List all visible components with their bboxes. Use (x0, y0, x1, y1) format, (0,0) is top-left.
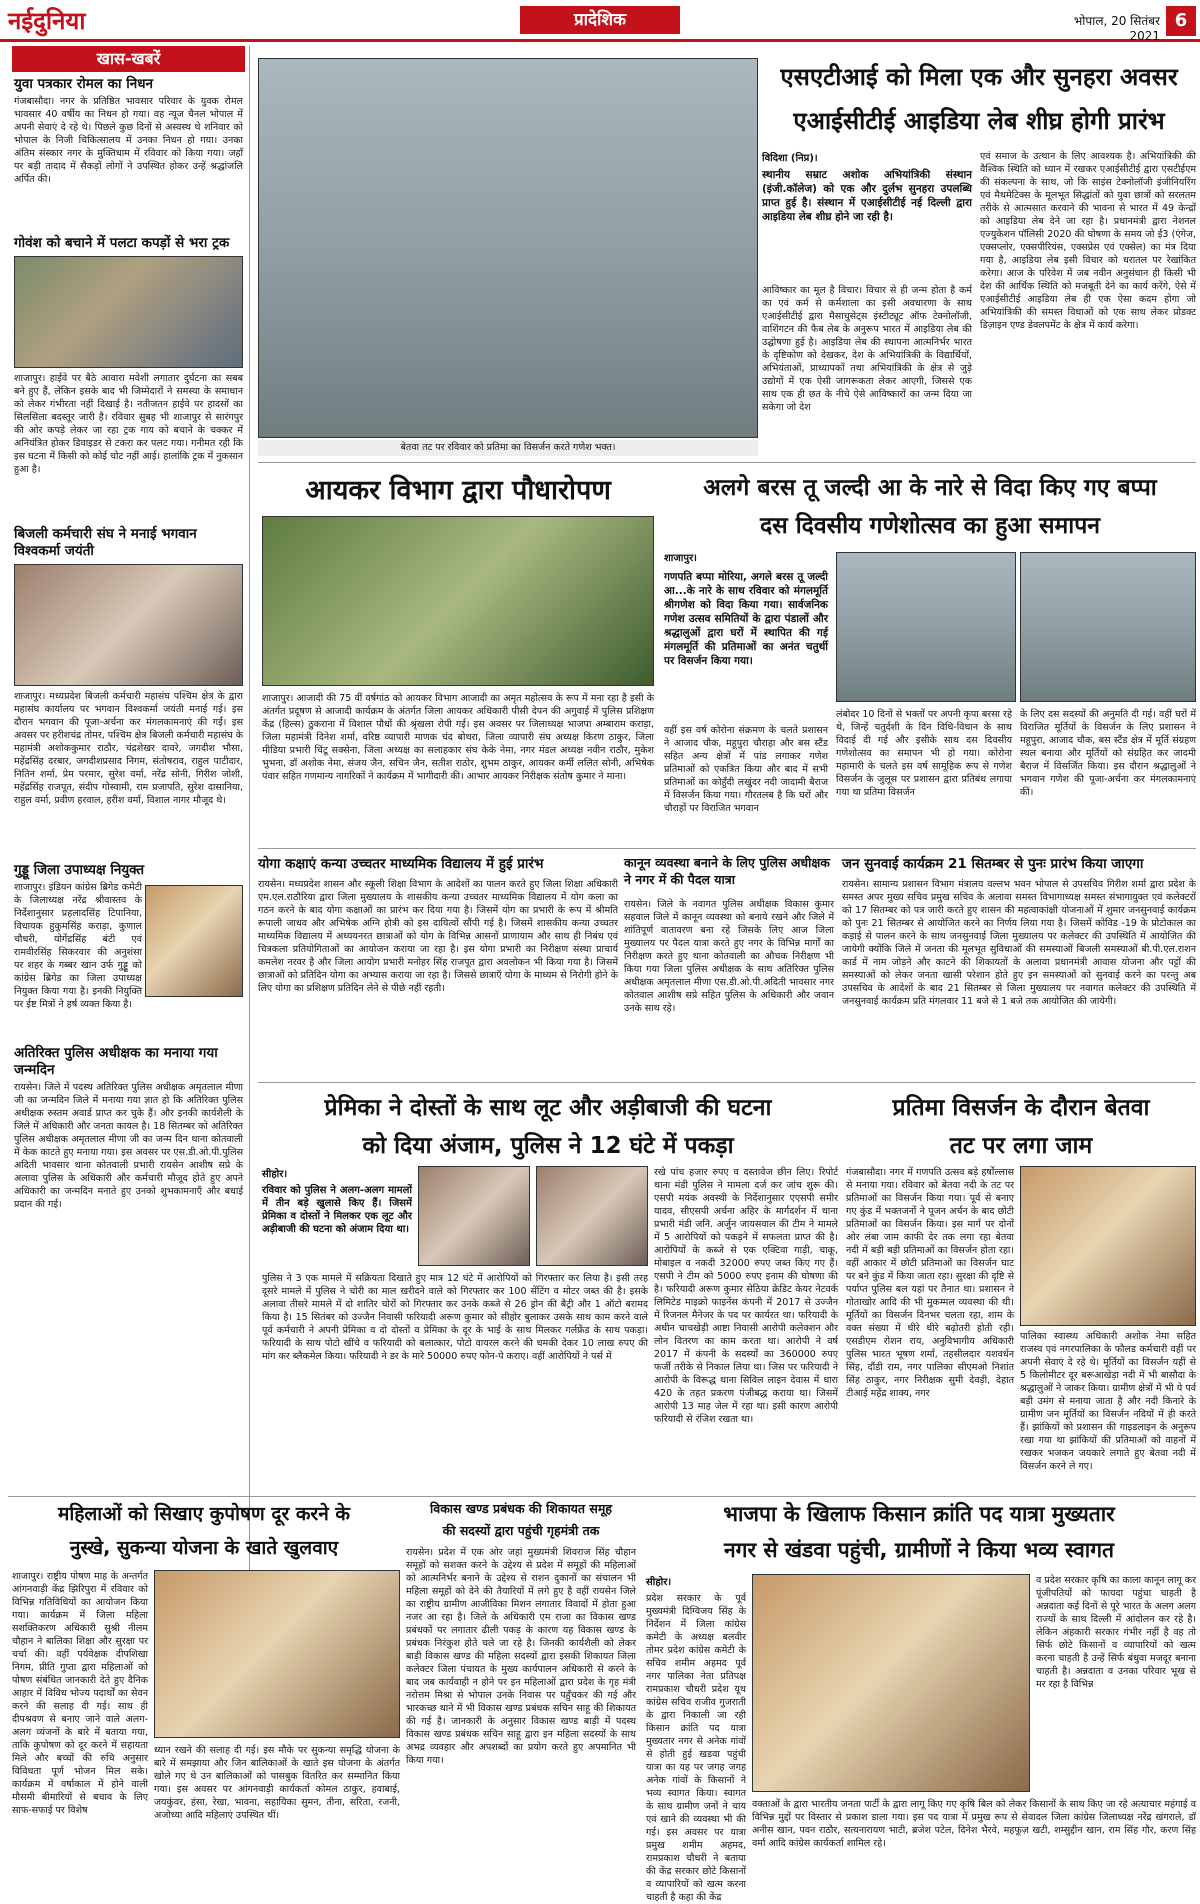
divider (8, 1496, 1196, 1497)
story-headline: अलगे बरस तू जल्दी आ के नारे से विदा किए गए बप्पा (703, 475, 1157, 501)
story-body: के लिए दस सदस्यों की अनुमति दी गई। वहीं घरों में विराजित मूर्तियों के विसर्जन के लिए प्रशासन ने महूपुरा, आजाद चौक, बस स्टैंड क्षेत्र में मूर्ति संग्रहण स्थल बनाया और मूर्तियों को संग्रहित कर जादमी बैराज में विसर्जित किया। इस दौरान श्रद्धालुओं ने भगवान गणेश की पूजा-अर्चना कर मंगलकामनाएं कीं। (1020, 709, 1196, 798)
story-body: रायसेन। जिले के नवागत पुलिस अधीक्षक विकास कुमार सहवाल जिले में कानून व्यवस्था को बनाये रखने और जिले में शांतिपूर्ण वातावरण बना रहे जिसके लिए आज जिला मुख्यालय पर पैदल यात्रा करते हुए नगर के विभिन्न मार्गों का निरीक्षण करते हुए थाना कोतवाली का औचक निरीक्षण भी किया गया जिला पुलिस अधीक्षक के साथ अतिरिक्त पुलिस अधीक्षक अमृतलाल मीणा एस.डी.ओ.पी.अदिती भावसार नगर कोतवाल आशीष सप्रे सहित पुलिस के अधिकारी और जवान उनके साथ रहे। (624, 899, 834, 1014)
story-headline: प्रतिमा विसर्जन के दौरान बेतवा (892, 1095, 1150, 1121)
story-body: पुलिस ने 3 एक मामले में सक्रियता दिखाते हुए मात्र 12 घंटे में आरोपियों को गिरफ्तार कर लिया है। इसी तरह दूसरे मामले में पुलिस ने चोरी का माल खरीदने वाले को गिरफ्तार कर 100 सेंटिंग व मोटर जब्त की है। इसके अलावा तीसरे मामले में दो शातिर चोरों को गिरफ्तार कर उनके कब्जे से 26 ड्रोन की बैट्री और 1 ऑटो बरामद किया है। 15 सितंबर को उज्जैन निवासी फरियादी अरूण कुमार को सीहोर बुलाकर उसके साथ काम करने वाले पूर्व कर्मचारी ने अपनी प्रेमिका व दो दोस्तों व प्रेमिका के दूर के भाई के साथ मिलकर गर्लफ्रेंड के साथ पकड़ा। फरियादी के साथ पोटो खींचे व फरियादी को बलात्कार, पोटो वायरल करने की धमकी देकर 10 लाख रुपए की मांग कर ब्लैकमेल किया। फरियादी ने डर के मारे 50000 रुपए फोन-पे कराए। वहीं आरोपियों ने पर्स में (262, 1273, 648, 1362)
story-body: पालिका स्वास्थ्य अधिकारी अशोक नेमा सहित राजस्व एवं नगरपालिका के फौलड कर्मचारी वहीं पर अपनी सेवाएं दे रहे थे। मूर्तियों का विसर्जन यहीं से 5 किलोमीटर दूर बरूआखेड़ा नदी में भी बासौदा के श्रद्धालुओं ने जाकर किया। ग्रामीण क्षेत्रों में भी ये पर्व बड़ी उमंग से मनाया जाता है और नदी किनारे के ग्रामीण जन मूर्तियों का विसर्जन नदियों में ही करते हैं। झांकियों को प्रशासन की गाइडलाइन के अनुरूप रखा गया था झांकियों की प्रतिमाओं को वाहनों में रखकर भजकन जयकारे लगाते हुए बेतवा नदी में विसर्जन करने ले गए। (1020, 1331, 1196, 1472)
byline: शाजापुर। (664, 553, 697, 564)
immersion-photo-3 (1020, 552, 1196, 702)
divider (258, 848, 1196, 849)
khas-khabrein-label: खास-खबरें (12, 46, 245, 72)
story-headline: तट पर लगा जाम (949, 1133, 1093, 1159)
story-headline: को दिया अंजाम, पुलिस ने 12 घंटे में पकड़ा (362, 1133, 734, 1159)
left-column (8, 46, 250, 1676)
story-headline: कानून व्यवस्था बनाने के लिए पुलिस अधीक्षक ने नगर में की पैदल यात्रा (624, 855, 830, 887)
story-headline: नुस्खे, सुकन्या योजना के खाते खुलवाए (69, 1537, 339, 1559)
news-body: शाजापुर। इंडियन कांग्रेस ब्रिगेड कमेटी के जिलाध्यक्ष नरेंद्र श्रीवास्तव के निर्देशानुसार प्रहलादसिंह टिपानिया, विधायक हुकुमसिंह कराड़ा, कुणाल चौधरी, योगेंद्रसिंह बंटी एवं रामवीरसिंह सिकरवार की अनुशंसा पर शहर के गब्बर खान उर्फ गुड्डू को कांग्रेस ब्रिगेड का जिला उपाध्यक्ष नियुक्त किया गया है। इनकी नियुक्ति पर ईष्ट मित्रों ने हर्ष व्यक्त किया है। (14, 882, 142, 1010)
news-body: शाजापुर। मध्यप्रदेश बिजली कर्मचारी महासंघ पश्चिम क्षेत्र के द्वारा महासंघ कार्यालय पर भगवान विश्वकर्मा जयंती मनाई गई। इस दौरान भगवान की पूजा-अर्चना कर मंगलकामनाएं की गईं। इस अवसर पर हरीशचंद्र तोमर, पश्चिम क्षेत्र बिजली कर्मचारी महासंघ के महामंत्री अशोककुमार राठौर, चंद्रशेखर दावरे, जगदीश भौसा, महेंद्रसिंह दरबार, जगदीशप्रसाद निगम, संतोषराव, राहुल पाटीदार, नितिन शर्मा, प्रेम परमार, सुरेश वर्मा, नरेंद्र सोनी, गिरीश जोशी, महेंद्रसिंह राजपूत, संदीप गोस्वामी, राम प्रजापति, सुरेश दासानिया, राहुल वर्मा, प्रवीण हरवाल, हरीश वर्मा, विशाल नागर मौजूद थे। (14, 691, 243, 806)
story-body: शाजापुर। आजादी की 75 वीं वर्षगांठ को आयकर विभाग आजादी का अमृत महोत्सव के रूप में मना रहा है इसी के अंतर्गत प्रदूषण से आजादी कार्यक्रम के अंतर्गत जिला आयकर अधिकारी पीसी देपन की अगुवाई में पुलिस प्रशिक्षण केंद्र (हिल्स) ठुकराना में विशाल पौधों की श्रृंखला रोपी गई। इस अवसर पर जिलाध्यक्ष भाजपा अम्बाराम कराड़ा, जिला महामंत्री दिनेश शर्मा, वरिष्ठ व्यापारी माणक चंद बोथरा, जिला व्यापारी संघ अध्यक्ष किरण ठाकुर, जिला मीडिया प्रभारी चिंटू सक्सेना, जिला अध्यक्ष का सलाहकार संघ केके नेमा, नगर मंडल अध्यक्ष नवीन राठौर, मुकेश भुभना, डॉ अशोक नेमा, संजय जैन, सचिन जैन, सतीश राठोर, शुभम ठाकुर, आयकर कर्मी ललित सोनी, अभिषेक पंवार सहित गणमान्य नागरिकों ने कार्यक्रम में भागीदारी की। आभार आयकर निरीक्षक संतोष कुमार ने माना। (262, 693, 654, 782)
immersion-photo (258, 58, 758, 438)
byline: विदिशा (निप्र)। (762, 153, 818, 164)
byline: सीहोर। (262, 1169, 288, 1180)
newspaper-logo: नईदुनिया (8, 6, 86, 35)
truck-photo (14, 256, 243, 368)
story-body: आविष्कार का मूल है विचार। विचार से ही जन्म होता है कर्म का एवं कर्म से कर्मशाला का इसी अवधारणा के साथ एआईसीटीई द्वारा मैसाचुसेट्स इंस्टीट्यूट ऑफ टेक्नोलॉजी, वाशिंगटन की फैब लेब के अनुरूप भारत में आइडिया लेब की उद्घोषणा हुई है। आइडिया लेब की स्थापना आत्मनिर्भर भारत के दृष्टिकोण को देखकर, देश के अभियांत्रिकी के विद्यार्थियों, अभियंताओं, प्राध्यापकों तथा अभियांत्रिकी के क्षेत्र से जुड़े उद्योगों में एक ऐसी जागरूकता लेकर आएगी, जिससे एक साथ एक ही छत के नीचे ऐसे आविष्कारों का जन्म दिया जा सकेगा जो देश (762, 285, 972, 413)
story-body: रायसेन। प्रदेश में एक ओर जहां मुख्यमंत्री शिवराज सिंह चौहान समूहों को सशक्त करने के उद्देश्य से प्रदेश में समूहों की महिलाओं को आत्मनिर्भर बनाने के उद्देश्य से राशन दुकानों का संचालन भी महिला समूहों को देने की तैयारियों में लगे हुए है वहीं रायसेन जिले का राष्ट्रीय ग्रामीण आजीविका मिशन लगातार विवादों में होता हुआ नजर आ रहा है। जिले के अधिकारी एम राजा का विकास खण्ड प्रबंधकों पर लगातार ढीली पकड़ के कारण यह विकास खण्ड के प्रबंधक निरंकुश होते चले जा रहे है। जिनकी कार्यशैली को लेकर बाड़ी विकास खण्ड की महिला सदस्यों द्वारा इसकी शिकायत जिला कलेक्टर जिला पंचायत के मुख्य कार्यपालन अधिकारी से करने के बाद जब कार्यवाही न होने पर इन महिलाओं द्वारा प्रदेश के गृह मंत्री नरोत्तम मिश्रा से भोपाल उनके निवास पर पहुँचकर की गई और भारकच्छ थाने में भी विकास खण्ड प्रबंधक सचिन साहू की शिकायत की गई है। जानकारी के अनुसार विकास खण्ड बाड़ी में पदस्थ विकास खण्ड प्रबंधक सचिन साहू द्वारा इन महिला सदस्यों के साथ अभद्र व्यवहार और अपशब्दों का प्रयोग करते हुए अपमानित भी किया गया। (406, 1547, 636, 1766)
anganwadi-photo (154, 1570, 400, 1738)
plantation-photo (262, 516, 654, 686)
story-body: वक्ताओं के द्वारा भारतीय जनता पार्टी के द्वारा लागू किए गए कृषि बिल को लेकर किसानों के साथ किए जा रहे अत्याचार महंगाई व विभिन्न मुद्दों पर विस्तार से प्रकाश डाला गया। इस पद यात्रा में प्रमुख रूप से सेवादल जिला कांग्रेस जिलाध्यक्ष नरेंद्र खंगराले, डॉ अनीस खान, पवन राठौर, सत्यनारायण भाटी, ब्रजेश पटेल, दिनेश भैरवे, महफूज़ खटी, शम्सुद्दीन खान, राम सिंह गौर, करण सिंह वर्मा आदि कांग्रेस कार्यकर्ता शामिल रहे। (752, 1799, 1197, 1849)
story-body: वहीं इस वर्ष कोरोना संक्रमण के चलते प्रशासन ने आजाद चौक, महूपुरा चौराहा और बस स्टैंड सहित अन्य क्षेत्रों में पांड लगाकर गणेश प्रतिमाओं को एकत्रित किया और बाद में सभी प्रतिमाओं का कोहुँदी लखुंदर नदी जादामी बैराज में विसर्जन किया गया। गौरतलब है कि घरों और चौराहों पर विराजित भगवान (664, 725, 828, 814)
page-number: 6 (1166, 6, 1196, 36)
photo-caption: बेतवा तट पर रविवार को प्रतिमा का विसर्जन करते गणेश भक्त। (258, 440, 758, 456)
meeting-photo (14, 564, 243, 686)
padyatra-photo (752, 1574, 1030, 1792)
immersion-photo-2 (836, 552, 1016, 702)
story-body: रखे पांच हजार रुपए व दस्तावेज छीन लिए। रिपोर्ट थाना मंडी पुलिस ने मामला दर्ज कर जांच शुरू की। एसपी मयंक अवस्थी के निर्देशानुसार एएसपी समीर यादव, सीएसपी अर्चना अहिर के मार्गदर्शन में थाना प्रभारी मंडी जनि. अर्जुन जायसवाल की टीम ने मामले में 5 आरोपियों को पकड़ने में सफलता प्राप्त की है। आरोपियों के कब्जे से एक एक्टिवा गाड़ी, चाकू, मोबाइल व नकदी 32000 रुपए जब्त किए गए हैं। एसपी ने टीम को 5000 रुपए इनाम की घोषणा की है। फरियादी अरूण कुमार सेठिया क्रेडिट केयर नेटवर्क लिमिटेड माइक्रो फाइनेंस कंपनी में 2017 से उज्जैन में रिजनल मैनेजर के पद पर कार्यरत था। फरियादी के अधीन चाचखेड़ी आष्टा निवासी आरोपी कलेक्शन और लोन वितरण का काम करता था। आरोपी ने वर्ष 2017 में कंपनी के सदस्यों का 360000 रुपए फर्जी तरीके से निकाल लिया था। जिस पर फरियादी ने आरोपी के विरूद्ध थाना सिविल लाइन देवास में धारा 420 के तहत प्रकरण पंजीबद्ध कराया था। जिसमें आरोपी 13 माह जेल में रहा था। इसी कारण आरोपी फरियादी से रंजिश रखता था। (654, 1167, 838, 1425)
divider (258, 462, 1196, 463)
story-body: लंबोदर 10 दिनों से भक्तों पर अपनी कृपा बरसा रहे थे, जिन्हें चतुर्दशी के दिन विधि-विधान के साथ विदाई दी गई और इसीके साथ दस दिवसीय गणेशोत्सव का समापन भी हो गया। कोरोना महामारी के चलते इस वर्ष सामूहिक रूप से गणेश विसर्जन के जुलूस पर प्रशासन द्वारा प्रतिबंध लगाया गया था प्रतिमा विसर्जन (836, 709, 1012, 798)
story-headline: की सदस्यों द्वारा पहुंची गृहमंत्री तक (442, 1523, 600, 1538)
story-body: रायसेन। मध्यप्रदेश शासन और स्कूली शिक्षा विभाग के आदेशों का पालन करते हुए जिला शिक्षा अधिकारी एम.एल.राठौरिया द्वारा जिला मुख्यालय के शासकीय कन्या उच्चतर माध्यमिक विद्यालय में योग कला का गठन करने के बाद योगा कक्षाओं का प्रारंभ कर दिया गया है। जिसमें योग का प्रभारी के रूप में श्रीमति रूपाली जाधव और अभिषेक अग्नि होत्री को इस दायित्वों सौंपी गई है। जिसमें शासकीय कन्या उच्चतर माध्यमिक विद्यालय में अध्ययनरत छात्राओं को योग के विभिन्न आसनों प्राणायाम और साथ ही निबंध एवं चित्रकला प्रतियोगिताओं का आयोजन कराया जा रहा है। इस योगा प्रभारी का निरीक्षण संस्था प्राचार्य कमलेश नरवर है और जिला आयोग प्रभारी मनोहर सिंह राजपूत द्वारा अवलोकन भी किया गया है। जिसमें छात्राओं को प्रतिदिन योगा का अभ्यास कराया जा रहा है। जिससे छात्राएँ योगा के माध्यम से निरोगी होने के लिए योगा का प्रशिक्षण प्रतिदिन लेने से पीछे नहीं रहती। (258, 879, 618, 994)
story-headline: नगर से खंडवा पहुंची, ग्रामीणों ने किया भव्य स्वागत (723, 1538, 1115, 1562)
news-body: गंजबासौदा। नगर के प्रतिष्ठित भावसार परिवार के युवक रोमल भावसार 40 वर्षीय का निधन हो गया। वह न्यूज चैनल भोपाल में अपनी सेवाएं दे रहे थे। पिछले कुछ दिनों से अस्वस्थ थे शनिवार को भोपाल के निजी चिकित्सालय में उनका निधन हो गया। उनका अंतिम संस्कार नगर के मुक्तिधाम में रविवार को किया गया। जहाँ पर बड़ी तादाद में सैकड़ों लोगों ने उपस्थित होकर उन्हें श्रद्धांजलि अर्पित की। (14, 96, 243, 185)
story-body: प्रदेश सरकार के पूर्व मुख्यमंत्री दिग्विजय सिंह के निर्देशन में जिला कांग्रेस कमेटी के अध्यक्ष बलवीर तोमर प्रदेश कांग्रेस कमेटी के सचिव शमीम अहमद पूर्व नगर पालिका नेता प्रतिपक्ष रामप्रकाश चौधरी प्रदेश यूथ कांग्रेस सचिव राजीव गुजराती के द्वारा निकाली जा रही किसान क्रांति पद यात्रा मुख्यतार नगर से अनेक गांवों से होती हुई खडवा पहुंची यात्रा का यह पर जगह जगह अनेक गांवों के किसानों ने भव्य स्वागत किया। स्वागत के साथ ग्रामीण जनों ने चाय एवं खाने की व्यवस्था भी की गई। इस अवसर पर यात्रा प्रमुख शमीम अहमद, रामप्रकाश चौधरी ने बताया की केंद्र सरकार छोटे किसानों व व्यापारियों को खत्म करना चाहती है कहा की केंद्र (646, 1593, 746, 1903)
news-headline: गुड्डू जिला उपाध्यक्ष नियुक्त (14, 862, 145, 878)
portrait-photo (145, 885, 243, 997)
story-headline: आयकर विभाग द्वारा पौधारोपण (305, 475, 611, 506)
story-headline: जन सुनवाई कार्यक्रम 21 सितम्बर से पुनः प्रारंभ किया जाएगा (842, 856, 1144, 872)
story-headline: एआईसीटीई आइडिया लेब शीघ्र होगी प्रारंभ (793, 107, 1165, 135)
news-body: रायसेन। जिले में पदस्थ अतिरिक्त पुलिस अधीक्षक अमृतलाल मीणा जी का जन्मदिन जिले में मनाया गया ज्ञात हो कि अतिरिक्त पुलिस अधीक्षक रुस्तम अवार्ड प्राप्त कर चुके हैं। और इनकी कार्यशैली के जिले में अधिकारी और जनता कायल है। 18 सितम्बर को अतिरिक्त पुलिस अधीक्षक अमृतलाल मीणा जी का जन्म दिन थाना कोतवाली में केक काटते हुए मनाया गया। इस अवसर पर एस.डी.ओ.पी.पुलिस अदिती भावसार थाना कोतवाली प्रभारी रायसेन आशीष सप्रे के अलावा पुलिस के अधिकारी और कर्मचारी मौजूद होते हुए अपने अधिकारी का जन्मदिन मनाते हुए उनको शुभकामनाएँ और बधाई प्रदान की गई। (14, 1082, 243, 1210)
story-headline: प्रेमिका ने दोस्तों के साथ लूट और अड़ीबाजी की घटना (324, 1095, 772, 1121)
story-block (14, 881, 243, 1041)
story-headline: विकास खण्ड प्रबंधक की शिकायत समूह (430, 1501, 612, 1516)
story-headline: एसएटीआई को मिला एक और सुनहरा अवसर (780, 63, 1178, 91)
story-intro: गणपति बप्पा मोरिया, अगले बरस तू जल्दी आ...के नारे के साथ रविवार को मंगलमूर्ति श्रीगणेश को विदा किया गया। सार्वजनिक गणेश उत्सव समितियों के द्वारा पंडालों और श्रद्धालुओं द्वारा घरों में स्थापित की गई मंगलमूर्ति की प्रतिमाओं का अनंत चतुर्थी पर विसर्जन किया गया। (664, 571, 828, 667)
story-headline: योगा कक्षाएं कन्या उच्चतर माध्यमिक विद्यालय में हुई प्रारंभ (258, 856, 544, 872)
story-body: एवं समाज के उत्थान के लिए आवश्यक है। अभियांत्रिकी की वैश्विक स्थिति को ध्यान में रखकर एआईसीटीई द्वारा एसटीईएम की संकल्पना के साथ, जो कि साइंस टेक्नोलॉजी इंजीनियरिंग एवं मैथमेटिक्स के मूलभूत सिद्धांतों को युवा छात्रों को सरलतम तरीके से आत्मसात करवाने की भावना से भारत में 49 केन्द्रों को आइडिया लेब देने जा रहा है। प्रधानमंत्री द्वारा नेशनल एज्युकेशन पॉलिसी 2020 की घोषणा के समय जो ई3 (एंगेज, एक्सप्लोर, एक्सपीरियंस, एक्सप्रेस एवं एक्सेल) का मंत्र दिया गया है, आइडिया लेब इसी विचार को धरातल पर रेखांकित करेगा। आज के परिवेश में जब नवीन अनुसंधान ही किसी भी देश की आर्थिक स्थिति को मजबूती देने का कार्य करेंगे, ऐसे में एआईसीटीई आइडिया लेब ही एक ऐसा कदम होगा जो अभियांत्रिकी की समस्त विधाओं को एक साथ लेकर प्रोडक्ट डिज़ाइन एण्ड डेवलपमेंट के क्षेत्र में कार्य करेगा। (980, 151, 1196, 331)
byline: सीहोर। (646, 1577, 672, 1588)
dateline: भोपाल, 20 सितंबर 2021 (1073, 14, 1160, 43)
news-headline: अतिरिक्त पुलिस अधीक्षक का मनाया गया जन्मदिन (14, 1045, 218, 1078)
story-headline: महिलाओं को सिखाए कुपोषण दूर करने के (58, 1503, 350, 1525)
news-headline: युवा पत्रकार रोमल का निधन (14, 76, 154, 92)
story-body: गंजबासौदा। नगर में गणपति उत्सव बड़े हर्षोल्लास से मनाया गया। रविवार को बेतवा नदी के तट पर प्रतिमाओं का विसर्जन किया गया। पूर्व से बनाए गए कुंड में भक्तजनों ने पूजन अर्चन के बाद छोटी प्रतिमाओं का विसर्जन किया। इस मार्ग पर दोनों ओर लंबा जाम काफी देर तक लगा रहा बेतवा नदी में बड़ी बड़ी प्रतिमाओं का विसर्जन होता रहा। वहीं आकार में छोटी प्रतिमाओं का विसर्जन घाट पर बने कुंड में किया जाता रहा। सुरक्षा की दृष्टि से पर्याप्त पुलिस बल यहां पर तैनात था। प्रशासन ने गोताखोर आदि की भी मुकम्मल व्यवस्था की थी। मूर्तियों का विसर्जन दिनभर चलता रहा, शाम के वक्त संख्या में धीरे धीरे बढ़ोतरी होती रही। एसडीएम रोशन राय, अनुविभागीय अधिकारी पुलिस भारत भूषण शर्मा, तहसीलदार यशवर्धन सिंह, दौंडी राम, नगर पालिका सीएमओ निशांत सिंह ठाकुर, नगर निरीक्षक सुमी देवड़ी, देहात टीआई महेंद्र शाक्य, नगर (846, 1167, 1014, 1399)
police-photo-2 (536, 1166, 648, 1266)
story-body: व प्रदेश सरकार कृषि का काला कानून लागू कर पूंजीपतियों को फायदा पहुंचा चाहती है अन्नदाता कई दिनों से पूरे भारत के अलग अलग राज्यों के साथ दिल्ली में आंदोलन कर रहे है। लेकिन अंहकारी सरकार गंभीर नहीं है वह तो सिर्फ छोटे किसानों व व्यापारियों को खत्म करना चाहती है उन्हें सिर्फ बंधुवा मजदूर बनाना चाहती है। अन्नदाता व उनका परिवार भूख से मर रहा है विभिन्न (1036, 1575, 1196, 1690)
story-headline: भाजपा के खिलाफ किसान क्रांति पद यात्रा मुख्यतार (723, 1502, 1115, 1526)
story-body: रायसेन। सामान्य प्रशासन विभाग मंत्रालय वल्लभ भवन भोपाल से उपसचिव गिरीश शर्मा द्वारा प्रदेश के समस्त अपर मुख्य सचिव प्रमुख सचिव के अलावा समस्त विभागाध्यक्ष समस्त संभागायुक्त एवं कलेक्टरों को 17 सितम्बर को पत्र जारी करते हुए शासन की महत्वाकांक्षी योजनाओं में शुमार जनसुनवाई कार्यक्रम को पुनः 21 सितम्बर से आयोजित करने का निर्णय लिया गया है। जिसमें कोविड -19 के प्रोटोकाल का कड़ाई से पालन करने के साथ जनसुनवाई जिला मुख्यालय पर कलेक्टर की उपस्थिति में आयोजित की जायेगी क्योंकि जिले में जनता की मूलभूत सुविधाओं की समस्याओं बिजली समस्याओं बी.पी.एल.राशन कार्ड में नाम जोड़ने और काटने की शिकायतों के अलावा प्रधानमंत्री आवास योजना और पट्टों की समस्याओं को लेकर जनता खासी परेशान होते हुए इन समस्याओं को सुनवाई करने का परन्तु अब उपसचिव के आदेशों के बाद 21 सितम्बर से जिला मुख्यालय पर नवागत कलेक्टर की उपस्थिति में जनसुनवाई कार्यक्रम प्रति मंगलवार 11 बजे से 1 बजे तक आयोजित की जायेगी। (842, 879, 1196, 1007)
story-body: ध्यान रखने की सलाह दी गई। इस मौके पर सुकन्या समृद्धि योजना के बारे में समझाया और जिन बालिकाओं के खाते इस योजना के अंतर्गत खोले गए थे उन बालिकाओं को पासबुक वितरित कर सम्मानित किया गया। इस अवसर पर आंगनवाड़ी कार्यकर्ता कोमल ठाकुर, हवाबाई, जयकुंवर, हंसा, रेखा, भावना, सहायिका सुमन, तीना, सरिता, रजनी, अजोध्या आदि महिलाएं उपस्थित थीं। (154, 1745, 400, 1821)
story-body: शाजापुर। राष्ट्रीय पोषण माह के अन्तर्गत आंगनवाड़ी केंद्र झिरिपुरा में रविवार को विभिन्न गतिविधियों का आयोजन किया गया। कार्यक्रम में जिला महिला सशक्तिकरण अधिकारी सुश्री नीलम चौहान ने बालिका शिक्षा और सुरक्षा पर चर्चा की। वहीं पर्यवेक्षक दीपशिखा निगम, प्रीति गुप्ता द्वारा महिलाओं को पोषण संबंधित जानकारी देते हुए दैनिक आहार में विविध भोज्य पदार्थों का सेवन करने की सलाह दी गई। साथ ही दीपश्रवण से बनाए जाने वाले अलग-अलग व्यंजनों के बारे में बताया गया, ताकि कुपोषण को दूर करने में सहायता मिले और बच्चों की रुचि अनुसार विविधता पूर्ण भोजन मिल सके। कार्यक्रम में वर्षाकाल में होने वाली मौसमी बीमारियों से बचाव के लिए साफ-सफाई पर विशेष (12, 1571, 148, 1816)
news-headline: गोवंश को बचाने में पलटा कपड़ों से भरा ट्रक (14, 235, 230, 251)
section-label: प्रादेशिक (520, 6, 680, 34)
story-headline: दस दिवसीय गणेशोत्सव का हुआ समापन (759, 513, 1101, 539)
divider (258, 1082, 1196, 1083)
story-intro: रविवार को पुलिस ने अलग-अलग मामलों में तीन बड़े खुलासे किए हैं। जिसमें प्रेमिका व दोस्तों ने मिलकर एक लूट और अड़ीबाजी की घटना को अंजाम दिया था। (262, 1185, 412, 1235)
story-intro: स्थानीय सम्राट अशोक अभियांत्रिकी संस्थान (इंजी.कॉलेज) को एक और दुर्लभ सुनहरा उपलब्धि प्राप्त हुई है। संस्थान में एआईसीटीई नई दिल्ली द्वारा आइडिया लेब शीघ्र होने जा रही है। (762, 169, 972, 223)
news-body: शाजापुर। हाईवे पर बैठे आवारा मवेशी लगातार दुर्घटना का सबब बने हुए हैं, लेकिन इसके बाद भी जिम्मेदारों ने समस्या के समाधान को लेकर गंभीरता नहीं दिखाई है। नतीजतन हाईवे पर हादसों का सिलसिला बदस्तूर जारी है। रविवार सुबह भी शाजापुर से सारंगपुर की ओर कपड़े लेकर जा रहा ट्रक गाय को बचाने के चक्कर में अनियंत्रित होकर डिवाइडर से टकरा कर पलट गया। गनीमत रही कि इस घटना में किसी को कोई चोट नहीं आई। हालांकि ट्रक में नुकसान हुआ है। (14, 373, 243, 475)
traffic-jam-photo (1020, 1166, 1196, 1326)
police-photo-1 (418, 1166, 530, 1266)
news-headline: बिजली कर्मचारी संघ ने मनाई भगवान विश्वकर्मा जयंती (14, 526, 197, 559)
